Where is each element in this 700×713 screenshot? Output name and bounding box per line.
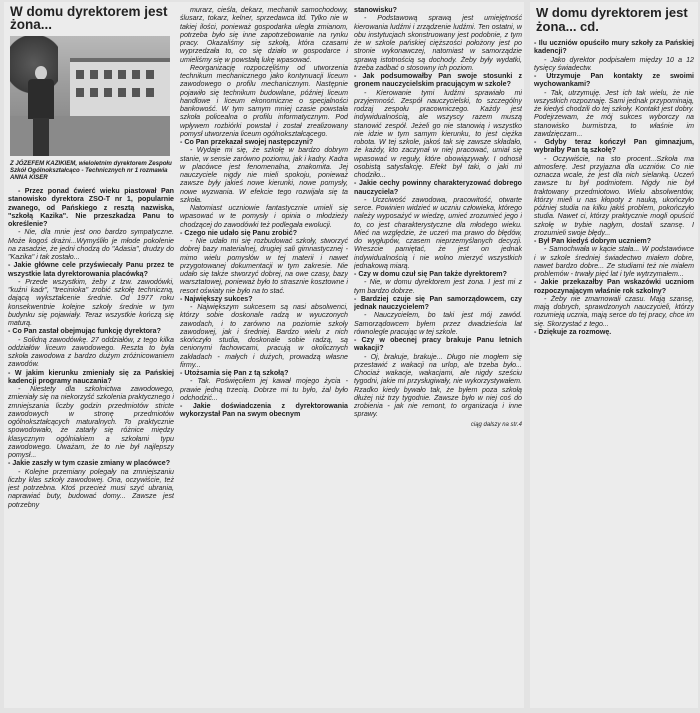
question-paragraph: - Jak podsumowałby Pan swoje stosunki z gronem nauczycielskim pracującym w szkole?: [354, 72, 522, 89]
question-paragraph: stanowisku?: [354, 6, 397, 14]
question-paragraph: - Jakie przekazałby Pan wskazówki uczniom rozpoczynającym właśnie rok szkolny?: [534, 278, 694, 295]
answer-paragraph: - Wydaje mi się, że szkołę w bardzo dobrym stanie, w sensie zarówno poziomu, jak i kadry. Kadra w placówce jest fenomenalna, znakomita. Jej nauczyciele nigdy nie mieli spokoju, ponieważ zawsze były jakieś nowe kierunki, nowe pomysły, nowe wyzwania. W efekcie tego rozwijała się ta szkoła.: [180, 146, 348, 204]
answer-paragraph: - Żeby nie zmarnowali czasu. Mają szansę, mają dobrych, sprawdzonych nauczycieli, którzy rozumieją ucznia, mają serce do tej pracy, chce im się. Skorzystać z tego...: [534, 294, 694, 328]
answer-paragraph: - Jako dyrektor podpisałem między 10 a 12 tysięcy świadectw.: [534, 55, 694, 72]
article-title: W domu dyrektorem jest żona...: [10, 4, 168, 32]
question-paragraph: - Co Pan zastał obejmując funkcję dyrektora?: [8, 327, 161, 336]
question-paragraph: - Utrzymuje Pan kontakty ze swoimi wychowankami?: [534, 72, 694, 89]
photo-caption: Z JÓZEFEM KAZIKIEM, wieloletnim dyrektorem Zespołu Szkół Ogólnokształcąco - Technicznych nr 1 rozmawia ANNA KISER: [10, 160, 172, 181]
answer-paragraph: - Samochwała w kącie stała... W podstawówce i w szkole średniej świadectwo miałem dobre, nawet bardzo dobre... Ze studiami też nie miałem problemów - trwały pięć lat i tyle wytrzymałem...: [534, 245, 694, 278]
portrait-photo: [10, 36, 170, 156]
question-paragraph: - Czy w obecnej pracy brakuje Panu letnich wakacji?: [354, 336, 522, 353]
answer-paragraph: - Kolejne przemiany polegały na zmniejszaniu liczby klas szkoły zawodowej. Ona, oczywiście, też jest potrzebna. Ktoś przecież musi szyć ubrania, naprawiać buty, budować domy... Zawsze jest potrzebny: [8, 467, 174, 509]
article-page: [4, 2, 524, 708]
answer-paragraph: - Przede wszystkim, żeby z tzw. zawodówki, "kuźni kadr", "trecinioka" zrobić szkołę techniczną, dającą wykształcenie średnie. Od 1977 roku konsekwentnie kolejne szkoły średnie w tym budynku się pojawiały. Teraz wszystkie kończą się maturą.: [8, 277, 174, 327]
sidebar-column: [534, 4, 694, 704]
column-2-text: [180, 6, 348, 419]
column-1: [8, 2, 174, 706]
question-paragraph: - Utożsamia się Pan z tą szkołą?: [180, 369, 289, 377]
answer-paragraph: - Nauczycielem, bo taki jest mój zawód. Samorządowcem byłem przez dwadzieścia lat równolegle pracując w tej szkole.: [354, 311, 522, 336]
answer-paragraph: - Oczywiście, na sto procent...Szkoła ma atmosferę. Jest przyjazna dla uczniów. Co nie oznacza wcale, że jest dla nich sielanką. Uczeń zawsze tu był podmiotem. Nigdy nie był traktowany przedmiotowo. Wielu absolwentów, którzy mieli u nas kłopoty z nauką, ukończyło później studia na kilku jakiś problem, pokończyło studia. Nawet ci, którzy praktycznie mogli opuścić szkołę w trybie nagłym, dostali szansę. I zrozumieli swoje błędy...: [534, 154, 694, 237]
column-2: [180, 6, 348, 706]
sidebar-page: [530, 2, 698, 708]
question-paragraph: - Jakie główne cele przyświecały Panu przez te wszystkie lata dyrektorowania placówką?: [8, 261, 174, 278]
answer-paragraph: - Niestety dla szkolnictwa zawodowego, zmieniały się na niekorzyść szkolenia praktycznego i zmniejszania liczby godzin przedmiotów stricte zawodowych w stronę przedmiotów ogólnokształcących maturalnych. To praktycznie spowodowało, że zatarły się różnice między klasycznym ogólniakiem a szkołami typu zawodowego. Uważam, że to nie był najlepszy pomysł...: [8, 385, 174, 459]
answer-paragraph: - Podstawową sprawą jest umiejętność kierowania ludźmi i zrządzenie ludźmi. Ten ostatni, w obu instytucjach skonstruowany jest podobnie, z tym że w szkole pańskiej cięższości położony jest po stronie wykonawczej, natomiast w samorządzie sprawą istotnością są dochody. Żeby były wydatki, trzeba zadbać o stosowny ich poziom.: [354, 14, 522, 72]
question-paragraph: - Gdyby teraz kończył Pan gimnazjum, wybrałby Pan tą szkołę?: [534, 138, 694, 155]
question-paragraph: - Był Pan kiedyś dobrym uczniem?: [534, 237, 652, 245]
continued-note: ciąg dalszy na str.4: [470, 421, 522, 428]
question-paragraph: - Największy sukces?: [180, 294, 253, 303]
answer-paragraph: - Nie, w domu dyrektorem jest żona. I jest mi z tym bardzo dobrze.: [354, 278, 522, 295]
sidebar-title: W domu dyrektorem jest żona... cd.: [536, 5, 688, 34]
question-paragraph: - Ilu uczniów opuściło mury szkoły za Pańskiej kadencji?: [534, 39, 694, 56]
answer-paragraph: - Tak, utrzymuję. Jest ich tak wielu, że nie wszystkich rozpoznaję. Sami jednak przypominają, że kiedyś chodzili do tej szkoły. Kontakt jest dobry. Podejrzewam, że mój sukces wyborczy na stanowisko burmistrza, to właśnie im zawdzięczam...: [534, 88, 694, 138]
answer-paragraph: - Największym sukcesem są nasi absolwenci, którzy sobie doskonale radzą w wyuczonych zawodach, i to zarówno na poziomie szkoły zawodowej, jak i średniej. Bardzo wielu z nich skończyło studia, doskonale sobie radzą, są cenionymi fachowcami, pracują w okolicznych zakładach - małych i dużych, prowadzą własne firmy...: [180, 303, 348, 369]
sidebar-text: [534, 39, 694, 336]
question-paragraph: - Jakie doświadczenia z dyrektorowania wykorzystał Pan na swym obecnym: [180, 402, 348, 419]
answer-paragraph: - Kierowanie tymi ludźmi sprawiało mi przyjemność. Zespół nauczycielski, to szczególny rodzaj zespołu pracowniczego. Każdy jest indywidualnością, ale wszyscy razem muszą stanowić zespół. Jeżeli go nie stanowią i wszystko nie idzie w tym samym kierunku, to jest ciężka robota. W tej szkole, jakoś tak się zawsze składało, że każdy, kto zaczynał w niej pracować, umiał się wpasować w reguły, które obowiązywały. I odnosił osobistą satysfakcję. Efekt był taki, o jaki mi chodziło...: [354, 88, 522, 179]
answer-paragraph: - Nie, dla mnie jest ono bardzo sympatyczne. Może kogoś drażni...Wymyśliło je młode pokolenie na zasadzie, że jedni chodzą do "Adasia", drudzy do "Kazika" i tak zostało...: [8, 228, 174, 261]
question-paragraph: - Dziękuje za rozmowę.: [534, 327, 612, 336]
question-paragraph: - Czy w domu czuł się Pan także dyrektorem?: [354, 270, 507, 278]
answer-paragraph: - Solidną zawodówkę. 27 oddziałów, z tego kilka oddziałów liceum zawodowego. Reszta to była szkoła zawodowa z bardzo dużym zróżnicowaniem zawodów.: [8, 335, 174, 369]
question-paragraph: - Co Pan przekazał swojej następczyni?: [180, 138, 314, 146]
question-paragraph: - Jakie zaszły w tym czasie zmiany w placówce?: [8, 459, 171, 468]
column-1-text: [8, 187, 174, 509]
answer-paragraph: - Nie udało mi się rozbudować szkoły, stworzyć dobrej bazy materialnej, drugiej sali gimnastycznej - mimo wielu pomysłów w tej materii i nawet przygotowanej dokumentacji w tym zakresie. Nie udało się także stworzyć dobrej, na owe czasy, bazy warsztatowej, ponieważ było to strasznie kosztowne i resort oświaty nie było na to stać.: [180, 237, 348, 295]
question-paragraph: - Jakie cechy powinny charakteryzować dobrego nauczyciela?: [354, 179, 522, 196]
column-3-text: [354, 6, 522, 419]
answer-paragraph: murarz, cieśla, dekarz, mechanik samochodowy, ślusarz, tokarz, kelner, sprzedawca itd. Tylko nie w takiej ilości, ponieważ gospodarka uległa zmianom, potrzeba było się inne zapotrzebowanie na rynku pracy. Okazaliśmy się szkołą, która czasami wyprzedzała to, co się działo w gospodarce i umieliśmy się w powstałą lukę wpasować.: [180, 6, 348, 64]
answer-paragraph: Natomiast uczniowie fantastycznie umieli się wpasować w te pomysły i opinia o młodzieży chodzącej do zawodówki też podlegała ewolucji.: [180, 204, 348, 229]
column-3: [354, 6, 522, 706]
question-paragraph: - W jakim kierunku zmieniały się za Pańskiej kadencji programy nauczania?: [8, 368, 174, 385]
lead-paragraph: - Przez ponad ćwierć wieku piastował Pan stanowisko dyrektora ZSO-T nr 1, popularnie zwanego, od Pańskiego z resztą nazwiska, "szkołą Kazika". Nie przeszkadza Panu to określenie?: [8, 187, 174, 228]
question-paragraph: - Czego nie udało się Panu zrobić?: [180, 228, 298, 237]
question-paragraph: - Bardziej czuje się Pan samorządowcem, czy jednak nauczycielem?: [354, 294, 522, 311]
answer-paragraph: - Tak. Poświęciłem jej kawał mojego życia - prawie jedną trzecią. Dobrze mi tu było, żal było odchodzić...: [180, 377, 348, 402]
answer-paragraph: Reorganizację rozpoczęliśmy od utworzenia technikum mechanicznego jako kontynuacji liceum zawodowego o profilu mechanicznym. Następnie pojawiło się technikum budowlane, później liceum handlowe i liceum ekonomiczne o specjalności bankowość. W tym samym mniej czasie powstała szkoła policealna o profilu informatycznym. Pod wpływem rozbiórki powstał i został zrealizowany pomysł utworzenia liceum ogólnokształcącego.: [180, 63, 348, 138]
answer-paragraph: - Oj, brakuje, brakuje... Długo nie mogłem się przestawić z wakacji na urlop, ale trzeba było... Chociaż wakacje, wakacjami, ale nigdy sześciu tygodni, jakie mi przysługiwały, nie wykorzystywałem. Rzadko kiedy bywało tak, że byłem poza szkołą dłużej niż trzy tygodnie. Zawsze było w niej coś do zrobienia - jak nie remont, to organizacja i inne sprawy.: [354, 352, 522, 419]
answer-paragraph: - Uczciwość zawodowa, pracowitość, otwarte serce. Powinien widzieć w uczniu człowieka, którego należy wyposażyć w wiedzę, umieć zrozumieć jego i to, co jest charakterystyczne dla młodego wieku. Mieć na względzie, że uczeń ma prawo do błędów, do wygłupów, czasem nieprzemyślanych decyzji. Wreszcie pamiętać, że jest on jednak indywidualnością i nie wolno mierzyć wszystkich jednakową miarą.: [354, 195, 522, 270]
